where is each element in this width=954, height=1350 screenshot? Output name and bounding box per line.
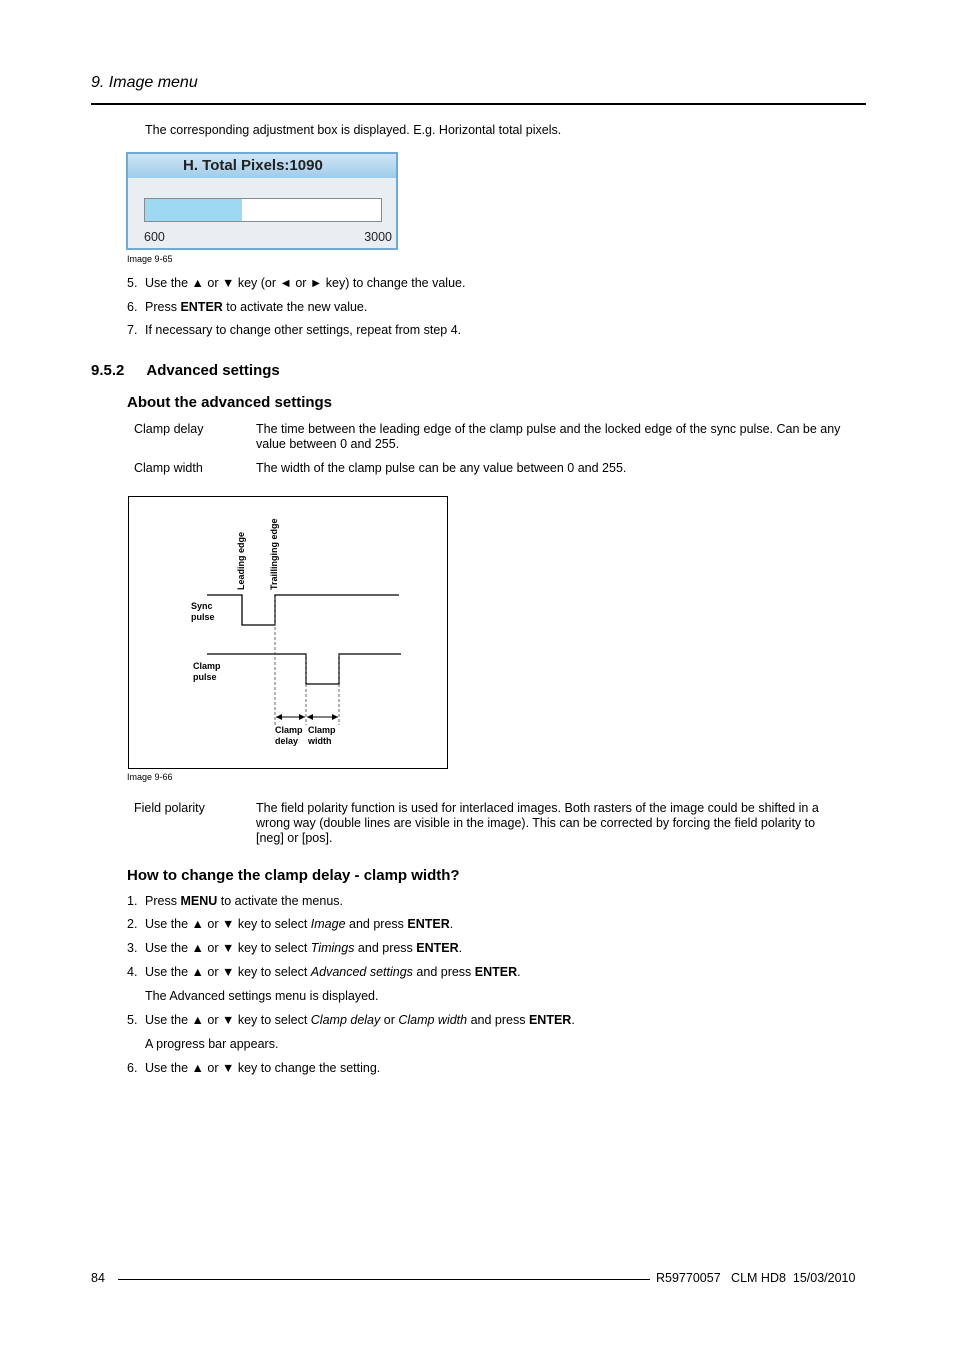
intro-text: The corresponding adjustment box is displayed. E.g. Horizontal total pixels. <box>145 123 562 137</box>
definition-desc: The field polarity function is used for interlaced images. Both rasters of the image could be shifted in a wrong way (double lines are visible in the image). This can be corrected by forcing the field polarity to [neg] or [pos]. <box>256 801 819 845</box>
step-note: The Advanced settings menu is displayed. <box>145 989 379 1003</box>
clamp-delay-arrowhead-left <box>276 714 282 720</box>
clamp-width-arrowhead-right <box>332 714 338 720</box>
definition-desc: The width of the clamp pulse can be any value between 0 and 255. <box>256 461 627 475</box>
definition-desc: The time between the leading edge of the clamp pulse and the locked edge of the sync pulse. Can be any value between 0 and 255. <box>256 422 841 451</box>
image-caption: Image 9-65 <box>127 254 173 264</box>
list-item: 6. Press ENTER to activate the new value. <box>127 300 368 314</box>
adjustment-title: H. Total Pixels:1090 <box>128 154 396 178</box>
chapter-title: 9. Image menu <box>91 74 198 91</box>
definition-term: Clamp width <box>134 461 203 475</box>
list-item: 1. Press MENU to activate the menus. <box>127 894 344 908</box>
step-number: 5. <box>127 276 138 290</box>
section-heading <box>91 362 280 379</box>
list-item: 5. Use the ▲ or ▼ key to select Clamp delay or Clamp width and press ENTER. <box>127 1013 575 1027</box>
adjustment-progress-bar <box>144 198 382 222</box>
footer-rule <box>118 1279 650 1280</box>
adjustment-min-label: 600 <box>144 230 165 244</box>
trailing-edge-label: Traillinging edge <box>269 518 279 590</box>
clamp-width-arrowhead-left <box>307 714 313 720</box>
step-text: If necessary to change other settings, repeat from step 4. <box>145 323 462 337</box>
step-number: 6. <box>127 300 138 314</box>
clamp-width-label: Clamp width <box>308 725 336 746</box>
document-reference: R59770057 CLM HD8 15/03/2010 <box>656 1271 856 1285</box>
adjustment-progress-fill <box>145 199 242 221</box>
menu-item-name: Image <box>310 917 346 931</box>
key-name: ENTER <box>416 941 459 955</box>
page-number: 84 <box>91 1271 105 1285</box>
definition-term: Field polarity <box>134 801 205 815</box>
sync-pulse-waveform <box>207 595 399 625</box>
list-item: 3. Use the ▲ or ▼ key to select Timings and press ENTER. <box>127 941 463 955</box>
key-name: ENTER <box>528 1013 572 1027</box>
list-item <box>127 276 465 290</box>
list-item <box>127 323 461 337</box>
list-item: 6. Use the ▲ or ▼ key to change the setting. <box>127 1061 381 1075</box>
section-title: Advanced settings <box>146 362 280 379</box>
key-name: ENTER <box>474 965 518 979</box>
step-number: 7. <box>127 323 138 337</box>
header-rule <box>91 103 866 105</box>
sync-pulse-label: Sync pulse <box>191 601 215 622</box>
key-name: ENTER <box>180 300 223 314</box>
clamp-pulse-waveform <box>207 654 401 684</box>
key-name: ENTER <box>407 917 450 931</box>
list-item: 4. Use the ▲ or ▼ key to select Advanced settings and press ENTER. <box>127 965 521 979</box>
definition-term: Clamp delay <box>134 422 204 436</box>
timing-diagram <box>128 496 448 769</box>
list-item: 2. Use the ▲ or ▼ key to select Image and press ENTER. <box>127 917 454 931</box>
menu-item-name: Advanced settings <box>310 965 413 979</box>
clamp-delay-arrowhead-right <box>299 714 305 720</box>
image-caption: Image 9-66 <box>127 772 173 782</box>
step-note: A progress bar appears. <box>145 1037 279 1051</box>
step-text: Use the ▲ or ▼ key (or ◄ or ► key) to change the value. <box>145 276 466 290</box>
howto-heading: How to change the clamp delay - clamp width? <box>127 867 460 884</box>
clamp-delay-label: Clamp delay <box>275 725 303 746</box>
menu-item-name: Clamp width <box>398 1013 468 1027</box>
menu-item-name: Clamp delay <box>310 1013 381 1027</box>
adjustment-max-label: 3000 <box>364 230 392 244</box>
section-number: 9.5.2 <box>91 362 125 379</box>
subsection-heading: About the advanced settings <box>127 394 333 411</box>
key-name: MENU <box>180 894 218 908</box>
clamp-pulse-label: Clamp pulse <box>193 661 221 682</box>
adjustment-box <box>126 152 398 250</box>
leading-edge-label: Leading edge <box>236 531 246 590</box>
menu-item-name: Timings <box>310 941 355 955</box>
